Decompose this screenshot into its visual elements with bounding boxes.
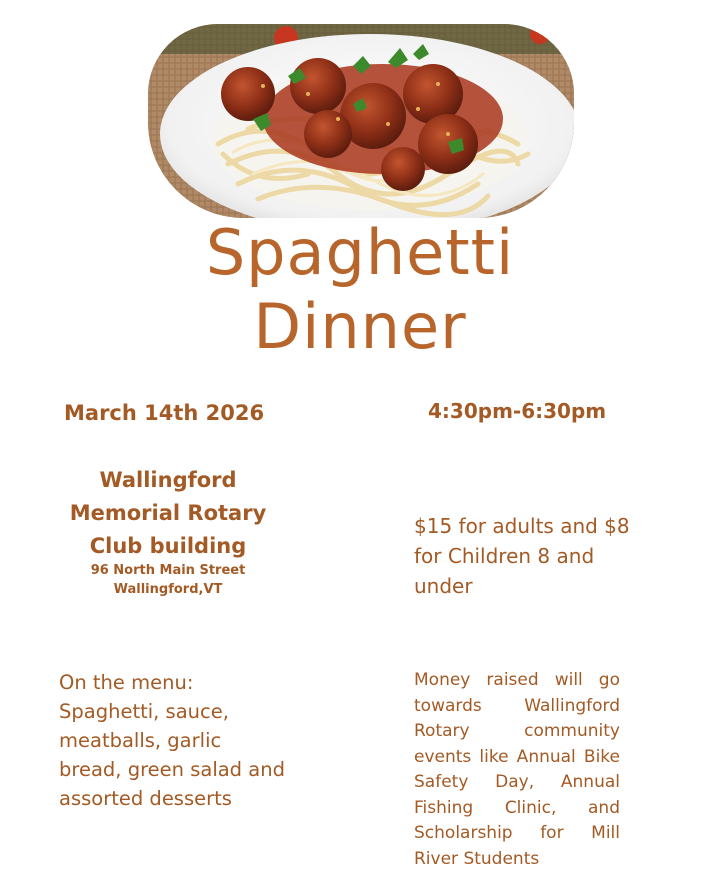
title-line-2: Dinner: [253, 290, 467, 363]
fundraiser-description: Money raised will go towards Wallingford Rotary community events like Annual Bike Safety Day, Annual Fishing Clinic, and Scholarship for Mill River Students: [414, 670, 620, 869]
event-date: March 14th 2026: [64, 401, 265, 425]
address-line-1: 96 North Main Street: [90, 563, 246, 578]
event-time: 4:30pm-6:30pm: [428, 399, 607, 423]
event-venue: Wallingford Memorial Rotary Club building: [69, 468, 267, 558]
menu-description: On the menu: Spaghetti, sauce, meatballs, garlic bread, green salad and assorted desserts: [59, 671, 285, 810]
spaghetti-photo: [148, 24, 574, 218]
event-address: [52, 561, 284, 599]
address-line-2: Wallingford,VT: [113, 582, 223, 597]
ticket-price: $15 for adults and $8 for Children 8 and under: [414, 514, 630, 598]
title-line-1: Spaghetti: [205, 216, 515, 289]
